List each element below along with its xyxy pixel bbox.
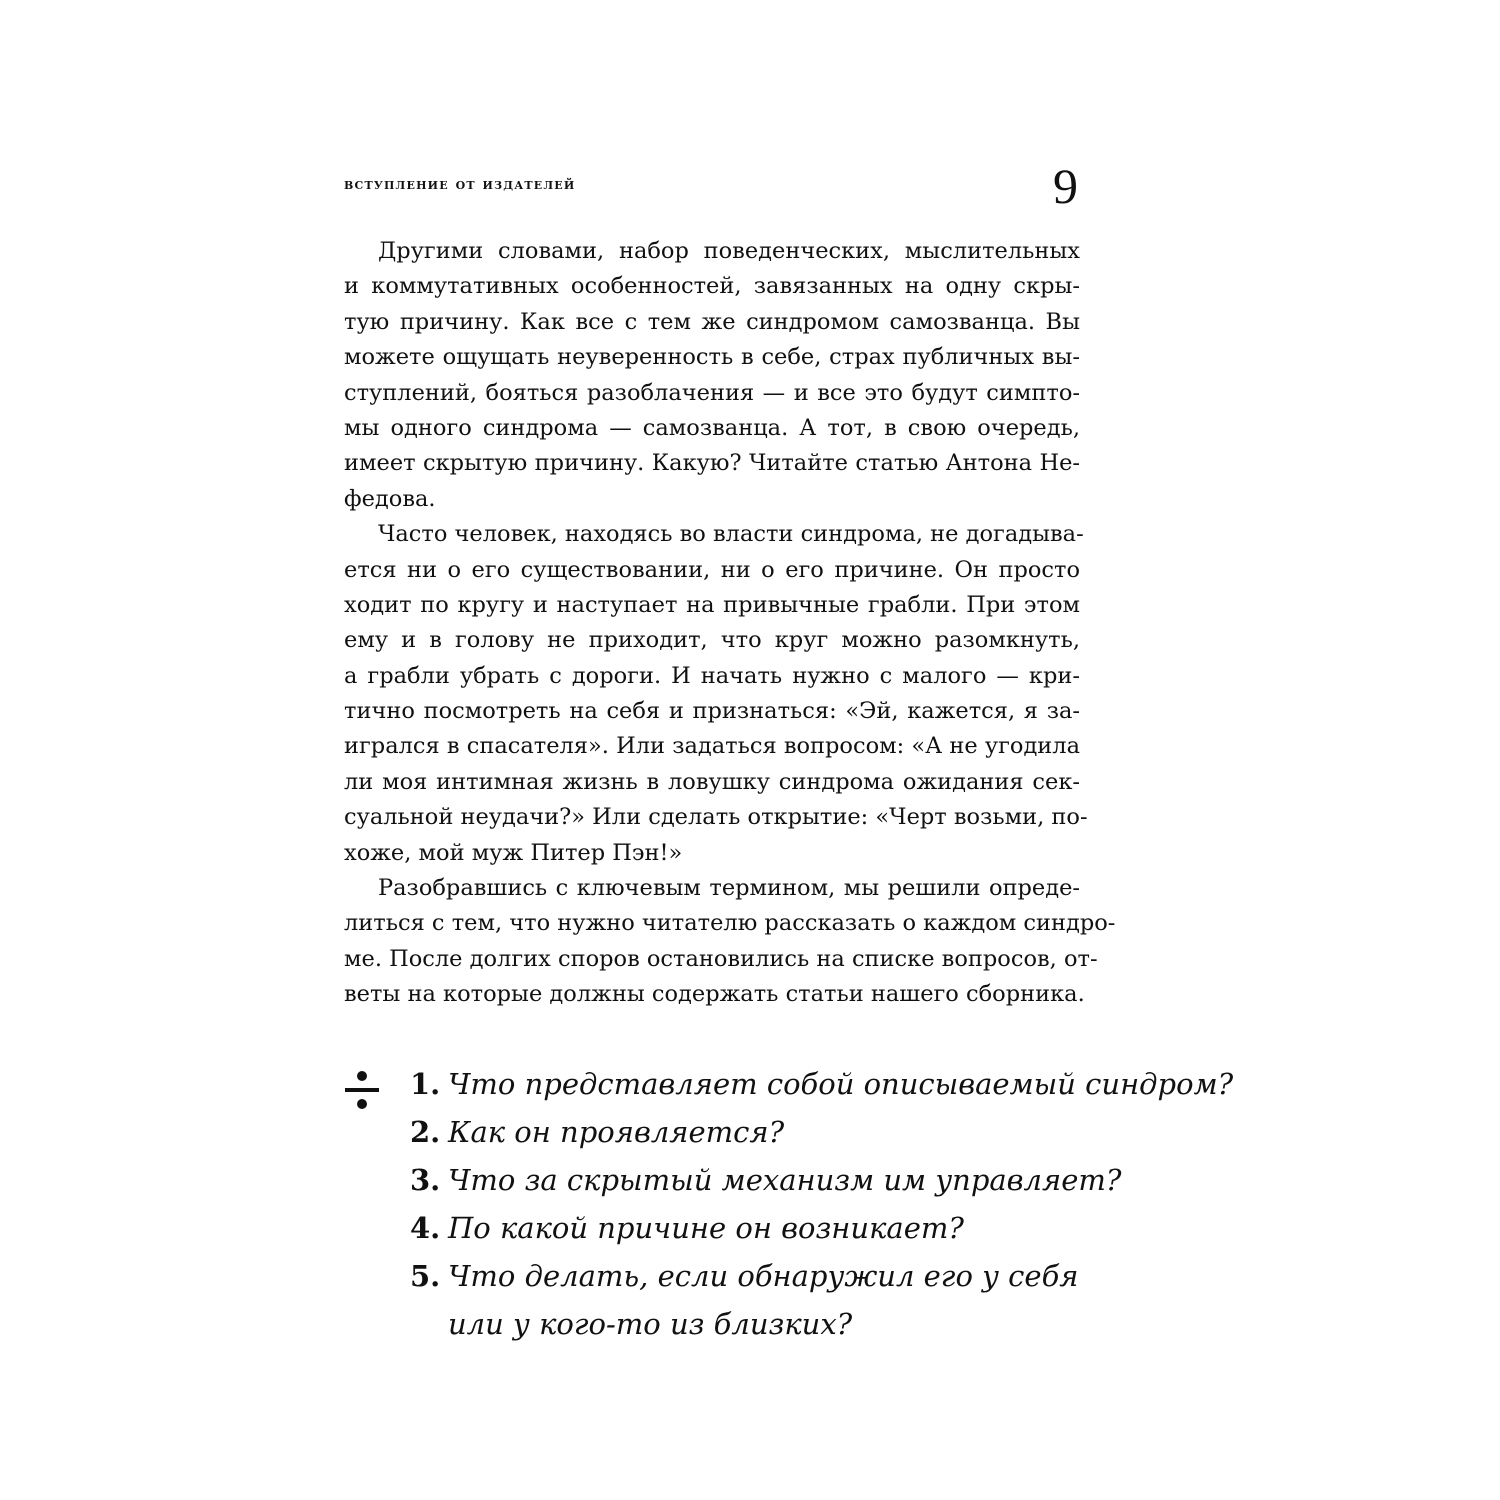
question-text: Что за скрытый механизм им управляет? <box>448 1163 1122 1197</box>
question-item <box>410 1060 1234 1108</box>
division-sign-icon <box>344 1068 380 1112</box>
text-line: а грабли убрать с дороги. И начать нужно с малого — кри- <box>344 662 1080 689</box>
text-line: суальной неудачи?» Или сделать открытие: «Черт возьми, по- <box>344 804 1088 831</box>
text-line: федова. <box>344 485 436 512</box>
text-line: ему и в голову не приходит, что круг можно разомкнуть, <box>344 627 1080 654</box>
question-number: 3. <box>410 1163 441 1197</box>
question-text: или у кого-то из близких? <box>448 1307 853 1341</box>
paragraph <box>344 234 1080 517</box>
running-title: вступление от издателей <box>344 174 576 193</box>
question-number: 4. <box>410 1211 441 1245</box>
text-line: хоже, мой муж Питер Пэн!» <box>344 839 683 866</box>
text-line: имеет скрытую причину. Какую? Читайте статью Антона Не- <box>344 450 1080 477</box>
question-item <box>410 1156 1122 1204</box>
text-line: Часто человек, находясь во власти синдрома, не догадыва- <box>378 521 1084 548</box>
text-line: ется ни о его существовании, ни о его причине. Он просто <box>344 556 1080 583</box>
question-text: Что делать, если обнаружил его у себя <box>448 1259 1079 1293</box>
text-line: Другими словами, набор поведенческих, мыслительных <box>378 238 1080 264</box>
question-number: 5. <box>410 1259 441 1293</box>
text-line: веты на которые должны содержать статьи нашего сборника. <box>344 981 1085 1008</box>
text-line: ли моя интимная жизнь в ловушку синдрома ожидания сек- <box>344 768 1080 795</box>
text-line: мы одного синдрома — самозванца. А тот, в свою очередь, <box>344 414 1080 441</box>
question-text: По какой причине он возникает? <box>448 1211 964 1245</box>
question-item <box>410 1108 1090 1156</box>
question-continuation <box>410 1300 1090 1348</box>
text-line: тую причину. Как все с тем же синдромом самозванца. Вы <box>344 308 1080 335</box>
text-line: игрался в спасателя». Или задаться вопросом: «А не угодила <box>344 733 1080 760</box>
text-line: ме. После долгих споров остановились на списке вопросов, от- <box>344 945 1098 972</box>
question-number: 1. <box>410 1067 441 1101</box>
question-item <box>410 1204 1090 1252</box>
body-text <box>344 234 1116 1013</box>
paragraph <box>344 517 1088 871</box>
page-number: 9 <box>1053 158 1078 214</box>
text-line: ходит по кругу и наступает на привычные грабли. При этом <box>344 591 1080 618</box>
question-item <box>410 1252 1090 1300</box>
text-line: можете ощущать неуверенность в себе, страх публичных вы- <box>344 344 1080 371</box>
paragraph <box>344 871 1116 1013</box>
questions-list <box>410 1060 1234 1348</box>
text-line: ступлений, бояться разоблачения — и все это будут симпто- <box>344 379 1080 406</box>
question-text: Как он проявляется? <box>448 1115 785 1149</box>
text-line: Разобравшись с ключевым термином, мы решили опреде- <box>378 875 1080 902</box>
text-line: и коммутативных особенностей, завязанных на одну скры- <box>344 273 1080 300</box>
question-text: Что представляет собой описываемый синдром? <box>448 1067 1234 1101</box>
question-number: 2. <box>410 1115 441 1149</box>
text-line: тично посмотреть на себя и признаться: «Эй, кажется, я за- <box>344 698 1080 725</box>
text-line: литься с тем, что нужно читателю рассказать о каждом синдро- <box>344 910 1116 937</box>
